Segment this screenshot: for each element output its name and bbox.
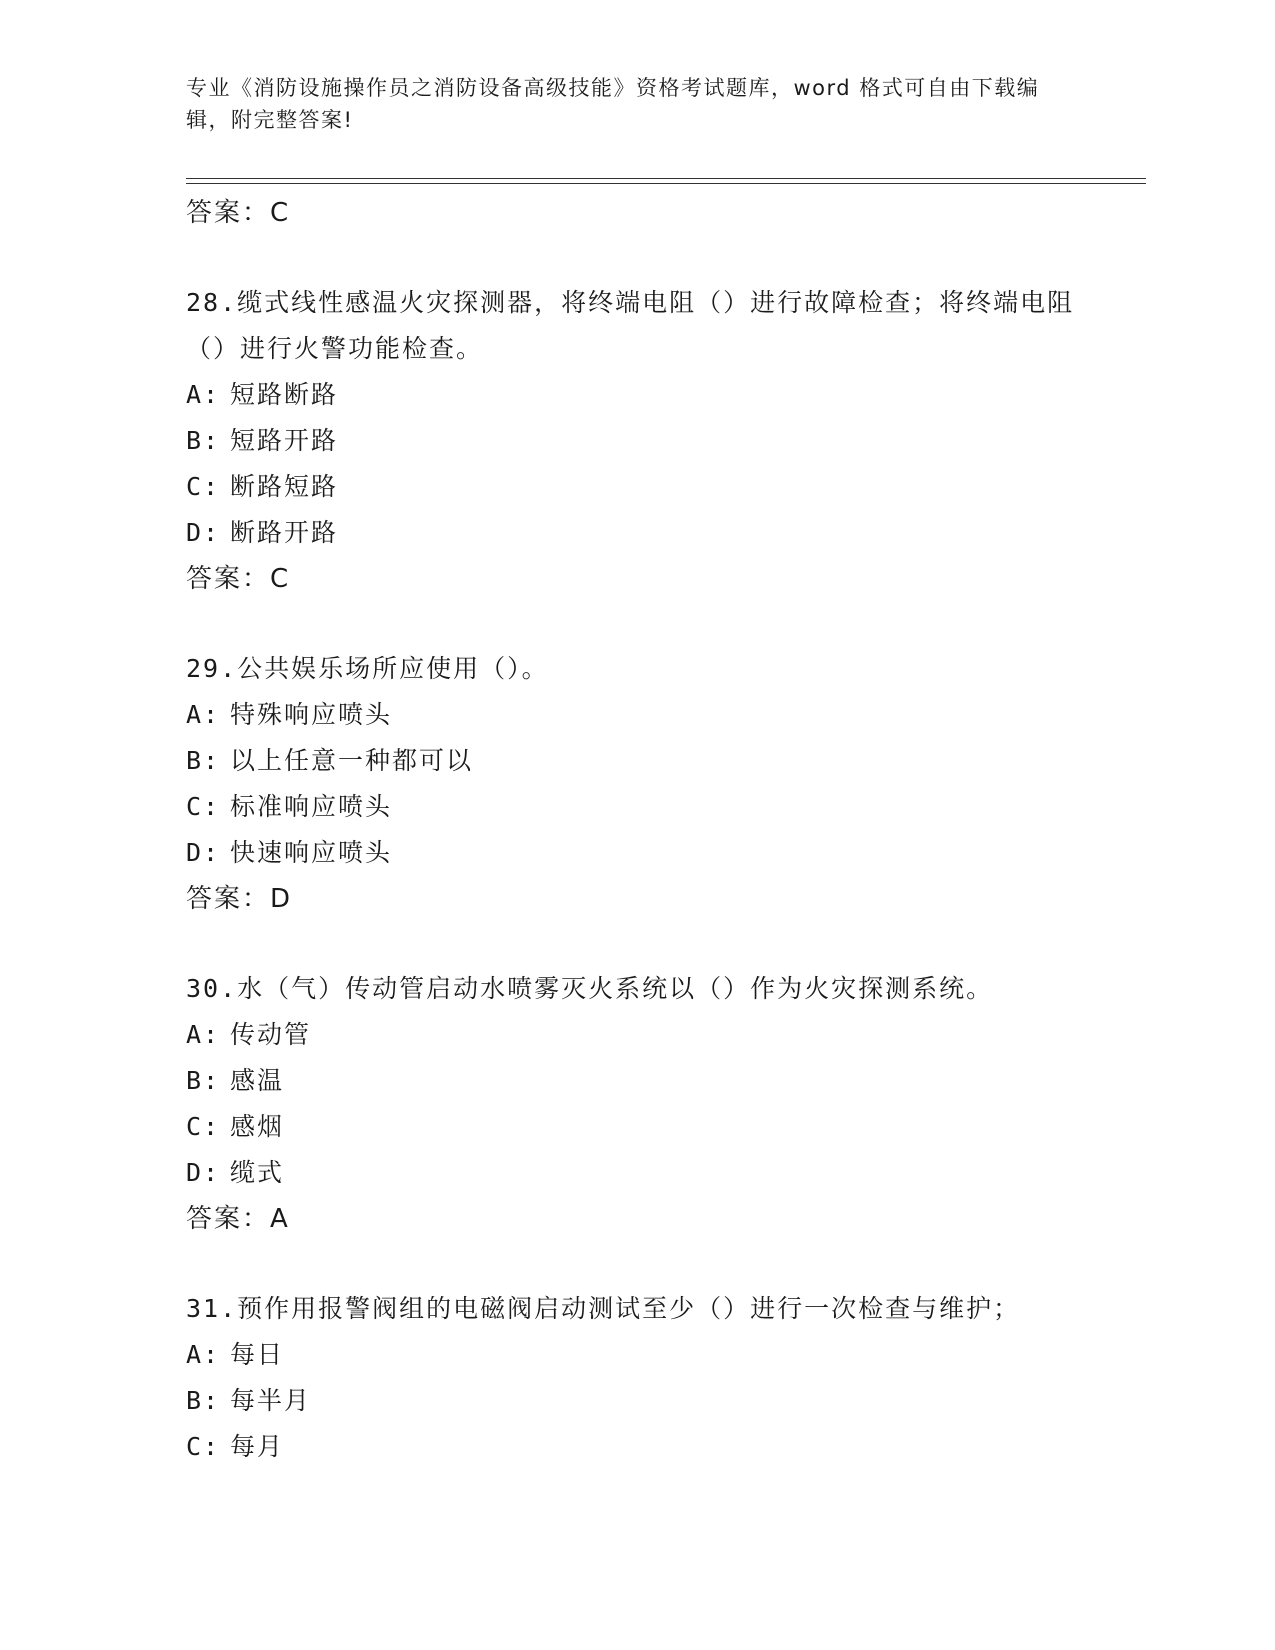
option-key: B: [186,426,221,455]
question-answer [186,1196,1086,1242]
option-text: 快速响应喷头 [230,838,393,867]
option-key: A: [186,1340,221,1369]
option-text: 标准响应喷头 [230,792,393,821]
option-d [186,830,1086,876]
question-block-31 [186,1286,1086,1470]
option-key: A: [186,380,221,409]
option-text: 感烟 [230,1112,285,1141]
option-d [186,1150,1086,1196]
option-a [186,372,1086,418]
option-key: B: [186,746,221,775]
option-c [186,464,1086,510]
option-text: 断路开路 [230,518,339,547]
option-text: 短路开路 [230,426,339,455]
question-answer [186,876,1086,922]
option-key: D: [186,838,221,867]
option-text: 特殊响应喷头 [230,700,393,729]
option-key: C: [186,1112,221,1141]
option-key: C: [186,472,221,501]
option-c [186,1104,1086,1150]
option-key: D: [186,1158,221,1187]
option-a [186,1012,1086,1058]
answer-label: 答案： [186,198,271,228]
option-c [186,1424,1086,1470]
option-text: 每日 [230,1340,285,1369]
option-key: A: [186,700,221,729]
option-text: 每半月 [230,1386,312,1415]
option-a [186,1332,1086,1378]
answer-value: A [270,1204,290,1234]
answer-label: 答案： [186,884,271,914]
question-block-28 [186,280,1086,602]
answer-value: C [270,198,291,228]
question-block-30 [186,966,1086,1242]
option-text: 传动管 [230,1020,312,1049]
question-answer [186,556,1086,602]
option-b [186,738,1086,784]
option-key: B: [186,1386,221,1415]
option-key: B: [186,1066,221,1095]
option-key: D: [186,518,221,547]
answer-label: 答案： [186,564,271,594]
option-text: 以上任意一种都可以 [230,746,474,775]
option-a [186,692,1086,738]
option-d [186,510,1086,556]
document-header: 专业《消防设施操作员之消防设备高级技能》资格考试题库，word 格式可自由下载编辑，附完整答案! [186,76,1040,132]
answer-value: D [270,884,293,914]
question-block-29 [186,646,1086,922]
previous-answer [186,190,1086,236]
option-key: C: [186,1432,221,1461]
answer-value: C [270,564,291,594]
header-divider-top [186,178,1146,179]
option-text: 缆式 [230,1158,285,1187]
question-list [186,190,1086,1470]
option-b [186,418,1086,464]
option-key: C: [186,792,221,821]
question-stem: 29.公共娱乐场所应使用（）。 [186,654,549,683]
option-key: A: [186,1020,221,1049]
question-stem: 28.缆式线性感温火灾探测器，将终端电阻（）进行故障检查；将终端电阻（）进行火警功能检查。 [186,288,1075,363]
option-text: 短路断路 [230,380,339,409]
question-stem: 30.水（气）传动管启动水喷雾灭火系统以（）作为火灾探测系统。 [186,974,994,1003]
answer-label: 答案： [186,1204,271,1234]
option-c [186,784,1086,830]
option-text: 断路短路 [230,472,339,501]
option-text: 感温 [230,1066,285,1095]
option-text: 每月 [230,1432,285,1461]
option-b [186,1378,1086,1424]
question-stem: 31.预作用报警阀组的电磁阀启动测试至少（）进行一次检查与维护； [186,1294,1021,1323]
header-divider-bottom [186,183,1146,184]
option-b [186,1058,1086,1104]
